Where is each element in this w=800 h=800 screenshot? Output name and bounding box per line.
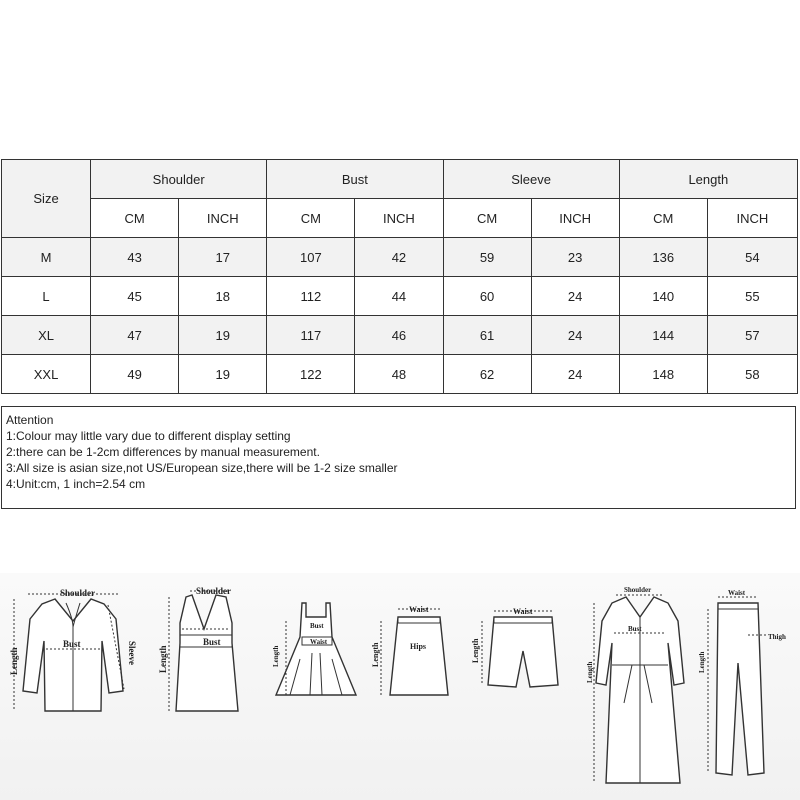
pants-waist-label: Waist: [728, 589, 746, 597]
measurement-guide: [0, 573, 800, 800]
value-cell: 24: [531, 355, 619, 394]
notes-title: Attention: [6, 413, 54, 427]
measurement-guide-svg: [0, 573, 800, 800]
table-row: [2, 277, 798, 316]
table-row: [2, 238, 798, 277]
attention-notes: [1, 406, 796, 509]
value-cell: 17: [179, 238, 267, 277]
value-cell: 24: [531, 277, 619, 316]
value-cell: 48: [355, 355, 443, 394]
unit-header: INCH: [355, 199, 443, 238]
pants-diagram: [698, 589, 786, 775]
unit-header: CM: [267, 199, 355, 238]
coat-bust-label: Bust: [628, 625, 642, 633]
shorts-diagram: [471, 607, 558, 687]
size-cell: XXL: [2, 355, 91, 394]
value-cell: 144: [619, 316, 707, 355]
blouse-sleeve-label: Sleeve: [127, 641, 137, 665]
note-line: 4:Unit:cm, 1 inch=2.54 cm: [6, 477, 146, 491]
dress-length-label: Length: [272, 645, 280, 667]
blouse-length-label: Length: [9, 647, 19, 675]
skirt-hips-label: Hips: [410, 642, 427, 651]
pants-outline: [716, 603, 764, 775]
unit-header: INCH: [179, 199, 267, 238]
skirt-waist-label: Waist: [409, 605, 429, 614]
tank-diagram: [158, 586, 238, 711]
value-cell: 19: [179, 355, 267, 394]
shorts-length-label: Length: [471, 638, 480, 663]
group-header-length: Length: [619, 160, 797, 199]
group-header-bust: Bust: [267, 160, 443, 199]
note-line: 3:All size is asian size,not US/European size,there will be 1-2 size smaller: [6, 461, 398, 475]
table-group-header-row: [2, 160, 798, 199]
skirt-diagram: [371, 605, 448, 695]
value-cell: 44: [355, 277, 443, 316]
value-cell: 107: [267, 238, 355, 277]
tank-shoulder-label: Shoulder: [196, 586, 232, 596]
unit-header: CM: [443, 199, 531, 238]
value-cell: 55: [707, 277, 797, 316]
value-cell: 112: [267, 277, 355, 316]
value-cell: 140: [619, 277, 707, 316]
value-cell: 42: [355, 238, 443, 277]
unit-header: CM: [619, 199, 707, 238]
table-row: [2, 355, 798, 394]
value-cell: 117: [267, 316, 355, 355]
value-cell: 45: [91, 277, 179, 316]
shorts-outline: [488, 617, 558, 687]
value-cell: 18: [179, 277, 267, 316]
group-header-sleeve: Sleeve: [443, 160, 619, 199]
value-cell: 24: [531, 316, 619, 355]
value-cell: 58: [707, 355, 797, 394]
unit-header: INCH: [531, 199, 619, 238]
tank-outline: [176, 595, 238, 711]
tank-bust-label: Bust: [203, 637, 221, 647]
value-cell: 148: [619, 355, 707, 394]
value-cell: 49: [91, 355, 179, 394]
unit-header: CM: [91, 199, 179, 238]
value-cell: 43: [91, 238, 179, 277]
coat-diagram: [586, 586, 684, 783]
size-cell: L: [2, 277, 91, 316]
table-row: [2, 316, 798, 355]
tank-length-label: Length: [158, 645, 168, 673]
shorts-waist-label: Waist: [513, 607, 533, 616]
value-cell: 136: [619, 238, 707, 277]
table-unit-header-row: [2, 199, 798, 238]
size-cell: M: [2, 238, 91, 277]
dress-outline: [276, 603, 356, 695]
pants-length-label: Length: [698, 651, 706, 673]
value-cell: 57: [707, 316, 797, 355]
dress-diagram: [272, 603, 356, 695]
dress-waist-label: Waist: [310, 638, 328, 646]
pants-thigh-label: Thigh: [768, 633, 786, 641]
value-cell: 19: [179, 316, 267, 355]
skirt-outline: [390, 617, 448, 695]
group-header-shoulder: Shoulder: [91, 160, 267, 199]
value-cell: 59: [443, 238, 531, 277]
value-cell: 60: [443, 277, 531, 316]
value-cell: 47: [91, 316, 179, 355]
coat-shoulder-label: Shoulder: [624, 586, 652, 594]
value-cell: 46: [355, 316, 443, 355]
blouse-bust-label: Bust: [63, 639, 81, 649]
dress-bust-label: Bust: [310, 622, 324, 630]
value-cell: 23: [531, 238, 619, 277]
coat-length-label: Length: [586, 661, 594, 683]
blouse-shoulder-label: Shoulder: [60, 588, 96, 598]
value-cell: 54: [707, 238, 797, 277]
note-line: 2:there can be 1-2cm differences by manual measurement.: [6, 445, 320, 459]
size-column-header: Size: [2, 160, 91, 238]
size-cell: XL: [2, 316, 91, 355]
note-line: 1:Colour may little vary due to different display setting: [6, 429, 291, 443]
value-cell: 61: [443, 316, 531, 355]
value-cell: 122: [267, 355, 355, 394]
skirt-length-label: Length: [371, 642, 380, 667]
unit-header: INCH: [707, 199, 797, 238]
value-cell: 62: [443, 355, 531, 394]
blouse-diagram: [9, 588, 137, 711]
size-chart-table: [1, 159, 798, 394]
